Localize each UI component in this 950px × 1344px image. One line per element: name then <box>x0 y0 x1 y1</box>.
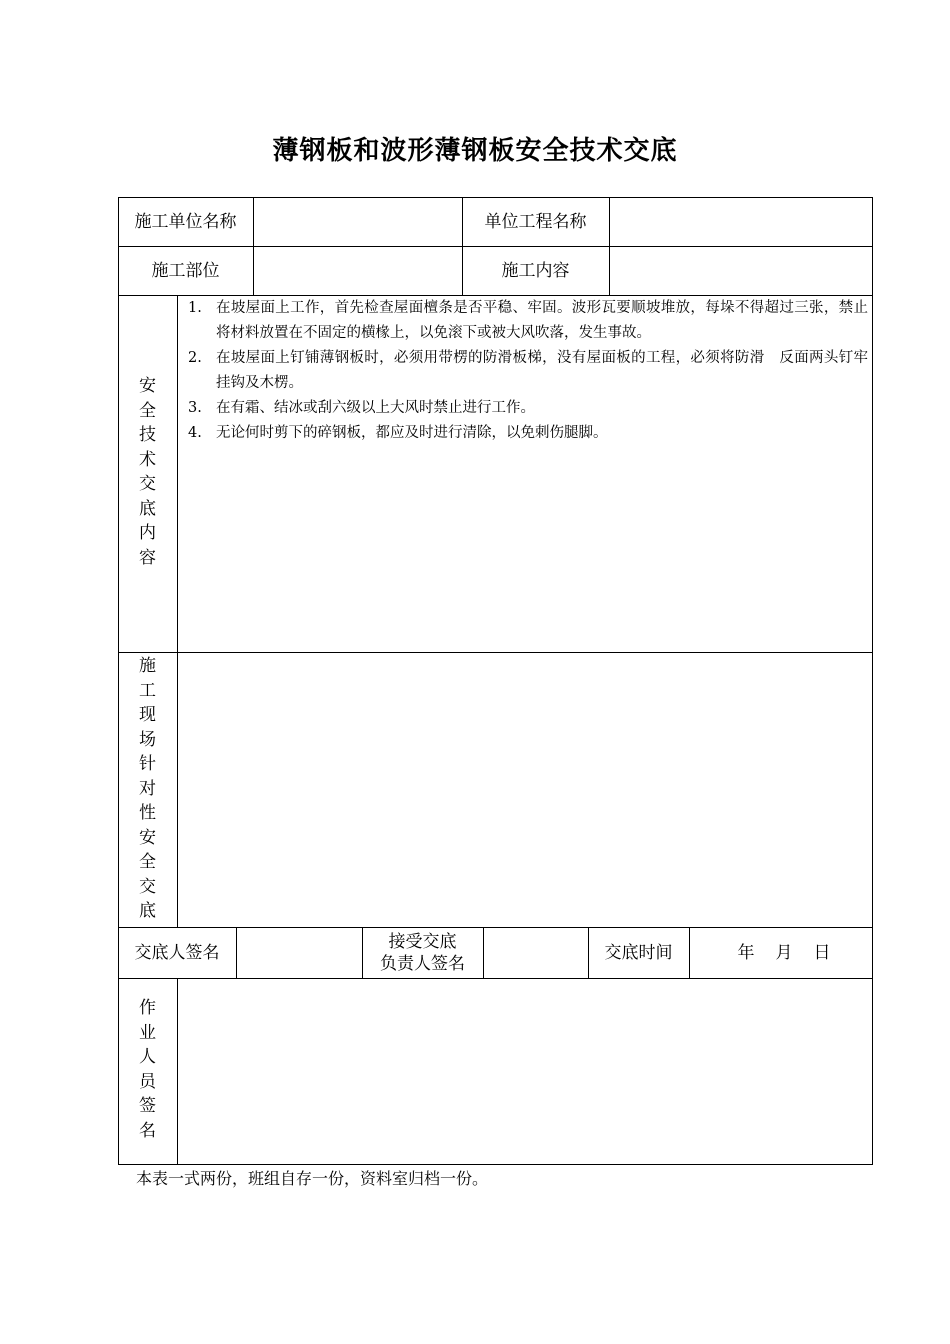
label-char: 针 <box>139 754 156 774</box>
label-char: 全 <box>139 400 156 421</box>
label-char: 安 <box>139 376 156 396</box>
label-char: 容 <box>139 547 156 568</box>
workers-signature-area[interactable] <box>178 979 872 1164</box>
unit-project-label: 单位工程名称 <box>484 211 587 232</box>
construction-unit-label: 施工单位名称 <box>134 211 237 232</box>
list-item: 1. 在坡屋面上工作，首先检查屋面檀条是否平稳、牢固。波形瓦要顺坡堆放，每垛不得超过三张，禁止将材料放置在不固定的横椽上，以免滚下或被大风吹落，发生事故。 <box>188 300 868 341</box>
construction-unit-field[interactable] <box>254 197 462 246</box>
label-char: 术 <box>139 449 156 470</box>
construction-content-field[interactable] <box>610 246 872 295</box>
receiver-signature-field[interactable] <box>484 928 588 978</box>
construction-content-label: 施工内容 <box>501 260 570 281</box>
site-section-content[interactable] <box>178 653 872 927</box>
label-char: 现 <box>139 705 156 725</box>
site-section-label <box>118 654 177 924</box>
unit-project-field[interactable] <box>610 197 872 246</box>
label-char: 人 <box>139 1047 156 1067</box>
label-char: 员 <box>139 1071 156 1092</box>
construction-part-label: 施工部位 <box>151 260 220 281</box>
briefing-time-label: 交底时间 <box>604 943 673 963</box>
briefing-date-field[interactable]: 年 月 日 <box>737 943 833 963</box>
briefer-signature-field[interactable] <box>237 928 362 978</box>
label-char: 签 <box>139 1096 156 1116</box>
list-item: 2. 在坡屋面上钉铺薄钢板时，必须用带楞的防滑板梯，没有屋面板的工程，必须将防滑 反面两头钉牢挂钩及木楞。 <box>188 350 868 391</box>
construction-part-field[interactable] <box>254 246 462 295</box>
label-char: 施 <box>139 656 156 676</box>
label-char: 业 <box>139 1022 156 1043</box>
label-char: 作 <box>139 998 156 1018</box>
safety-section-label <box>118 374 177 570</box>
briefer-signature-label: 交底人签名 <box>134 943 220 963</box>
label-char: 工 <box>139 680 156 701</box>
label-char: 对 <box>139 778 156 799</box>
label-char: 技 <box>139 425 156 445</box>
label-char: 底 <box>139 498 156 519</box>
label-char: 名 <box>139 1120 156 1141</box>
label-char: 场 <box>139 729 156 750</box>
safety-items-list <box>180 296 868 446</box>
sig-divider-5 <box>689 927 690 979</box>
label-char: 内 <box>139 523 156 543</box>
list-item: 3. 在有霜、结冰或刮六级以上大风时禁止进行工作。 <box>188 400 535 416</box>
label-char: 全 <box>139 852 156 872</box>
label-char: 交 <box>139 876 156 897</box>
footer-note: 本表一式两份，班组自存一份，资料室归档一份。 <box>136 1169 489 1188</box>
list-item: 4. 无论何时剪下的碎钢板，都应及时进行清除，以免刺伤腿脚。 <box>188 425 608 441</box>
workers-section-label <box>118 996 177 1143</box>
page-title: 薄钢板和波形薄钢板安全技术交底 <box>272 136 678 166</box>
label-char: 性 <box>139 803 156 823</box>
receiver-signature-label: 接受交底 负责人签名 <box>380 932 465 974</box>
label-char: 底 <box>139 901 156 921</box>
label-char: 安 <box>139 827 156 848</box>
label-char: 交 <box>139 474 156 494</box>
